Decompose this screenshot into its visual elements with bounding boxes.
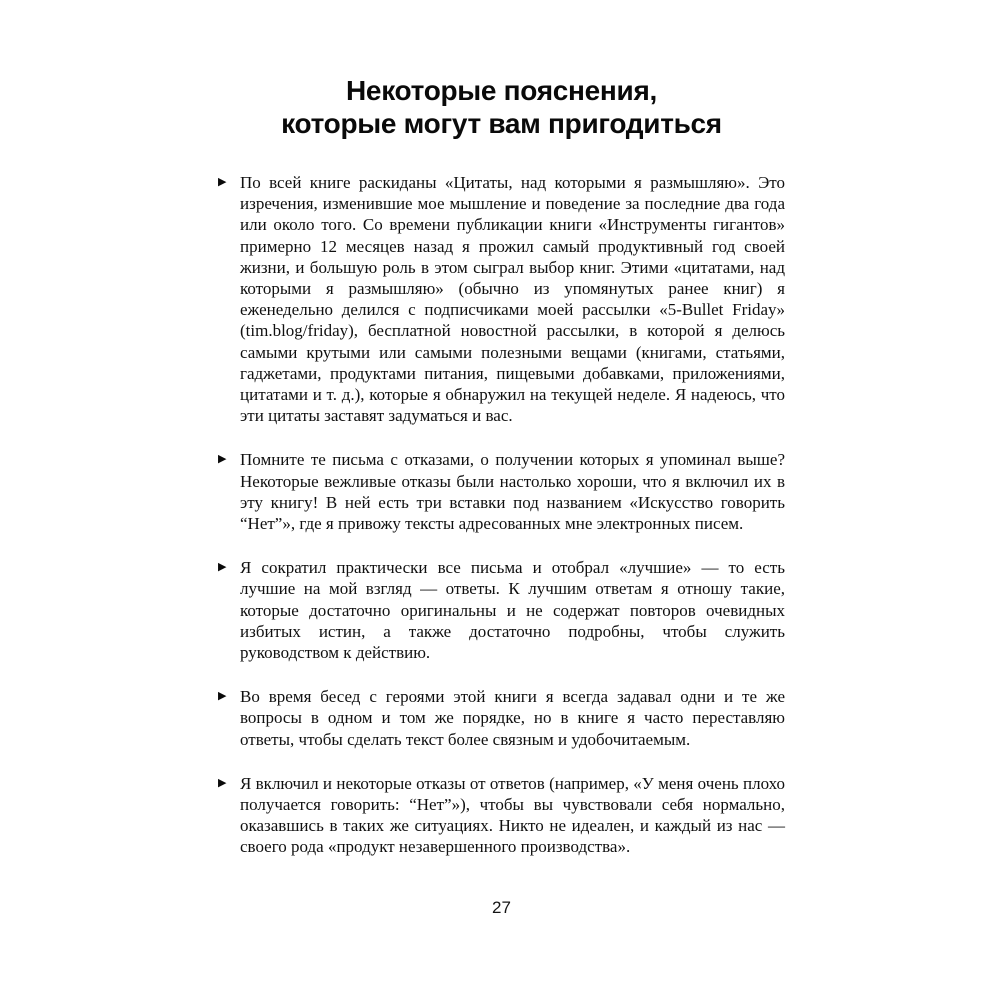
page-number: 27 bbox=[492, 898, 511, 917]
bullet-text: По всей книге раскиданы «Цитаты, над которыми я размышляю». Это изречения, изменившие мое мышление и поведение за последние два года или около того. Со времени публикации книги «Инструменты гигантов» примерно 12 месяцев назад я прожил самый продуктивный год своей жизни, и большую роль в этом сыграл выбор книг. Этими «цитатами, над которыми я размышляю» (обычно из упомянутых ранее книг) я еженедельно делился с подписчиками моей рассылки «5-Bullet Friday» (tim.blog/friday), бесплатной новостной рассылки, в которой я делюсь самыми крутыми или самыми полезными вещами (книгами, статьями, гаджетами, продуктами питания, пищевыми добавками, приложениями, цитатами и т. д.), которые я обнаружил на текущей неделе. Я надеюсь, что эти цитаты заставят задуматься и вас. bbox=[240, 173, 785, 426]
triangle-bullet-icon: ▶ bbox=[218, 175, 227, 188]
bullet-list bbox=[218, 172, 785, 858]
bullet-text: Я сократил практически все письма и отобрал «лучшие» — то есть лучшие на мой взгляд — ответы. К лучшим ответам я отношу такие, которые достаточно оригинальны и не содержат повторов очевидных избитых истин, а также достаточно подробны, чтобы служить руководством к действию. bbox=[240, 558, 785, 663]
list-item bbox=[218, 686, 785, 750]
bullet-text: Во время бесед с героями этой книги я всегда задавал одни и те же вопросы в одном и том же порядке, но в книге я часто переставляю ответы, чтобы сделать текст более связным и удобочитаемым. bbox=[240, 687, 785, 749]
triangle-bullet-icon: ▶ bbox=[218, 689, 227, 703]
triangle-bullet-icon: ▶ bbox=[218, 560, 227, 574]
list-item bbox=[218, 557, 785, 663]
triangle-bullet-icon: ▶ bbox=[218, 775, 227, 789]
list-item bbox=[218, 172, 785, 426]
triangle-bullet-icon: ▶ bbox=[218, 452, 227, 466]
list-item bbox=[218, 449, 785, 534]
page-content bbox=[218, 74, 785, 881]
bullet-text: Помните те письма с отказами, о получении которых я упоминал выше? Некоторые вежливые отказы были настолько хороши, что я включил их в эту книгу! В ней есть три вставки под названием «Искусство говорить “Нет”», где я привожу тексты адресованных мне электронных писем. bbox=[240, 450, 785, 534]
page-title-line-1: Некоторые пояснения, bbox=[346, 75, 657, 106]
list-item bbox=[218, 773, 785, 858]
page-title-line-2: которые могут вам пригодиться bbox=[281, 108, 722, 139]
page-title bbox=[218, 74, 785, 140]
bullet-text: Я включил и некоторые отказы от ответов (например, «У меня очень плохо получается говорить: “Нет”»), чтобы вы чувствовали себя нормально, оказавшись в таких же ситуациях. Никто не идеален, и каждый из нас — своего рода «продукт незавершенного производства». bbox=[240, 773, 785, 857]
